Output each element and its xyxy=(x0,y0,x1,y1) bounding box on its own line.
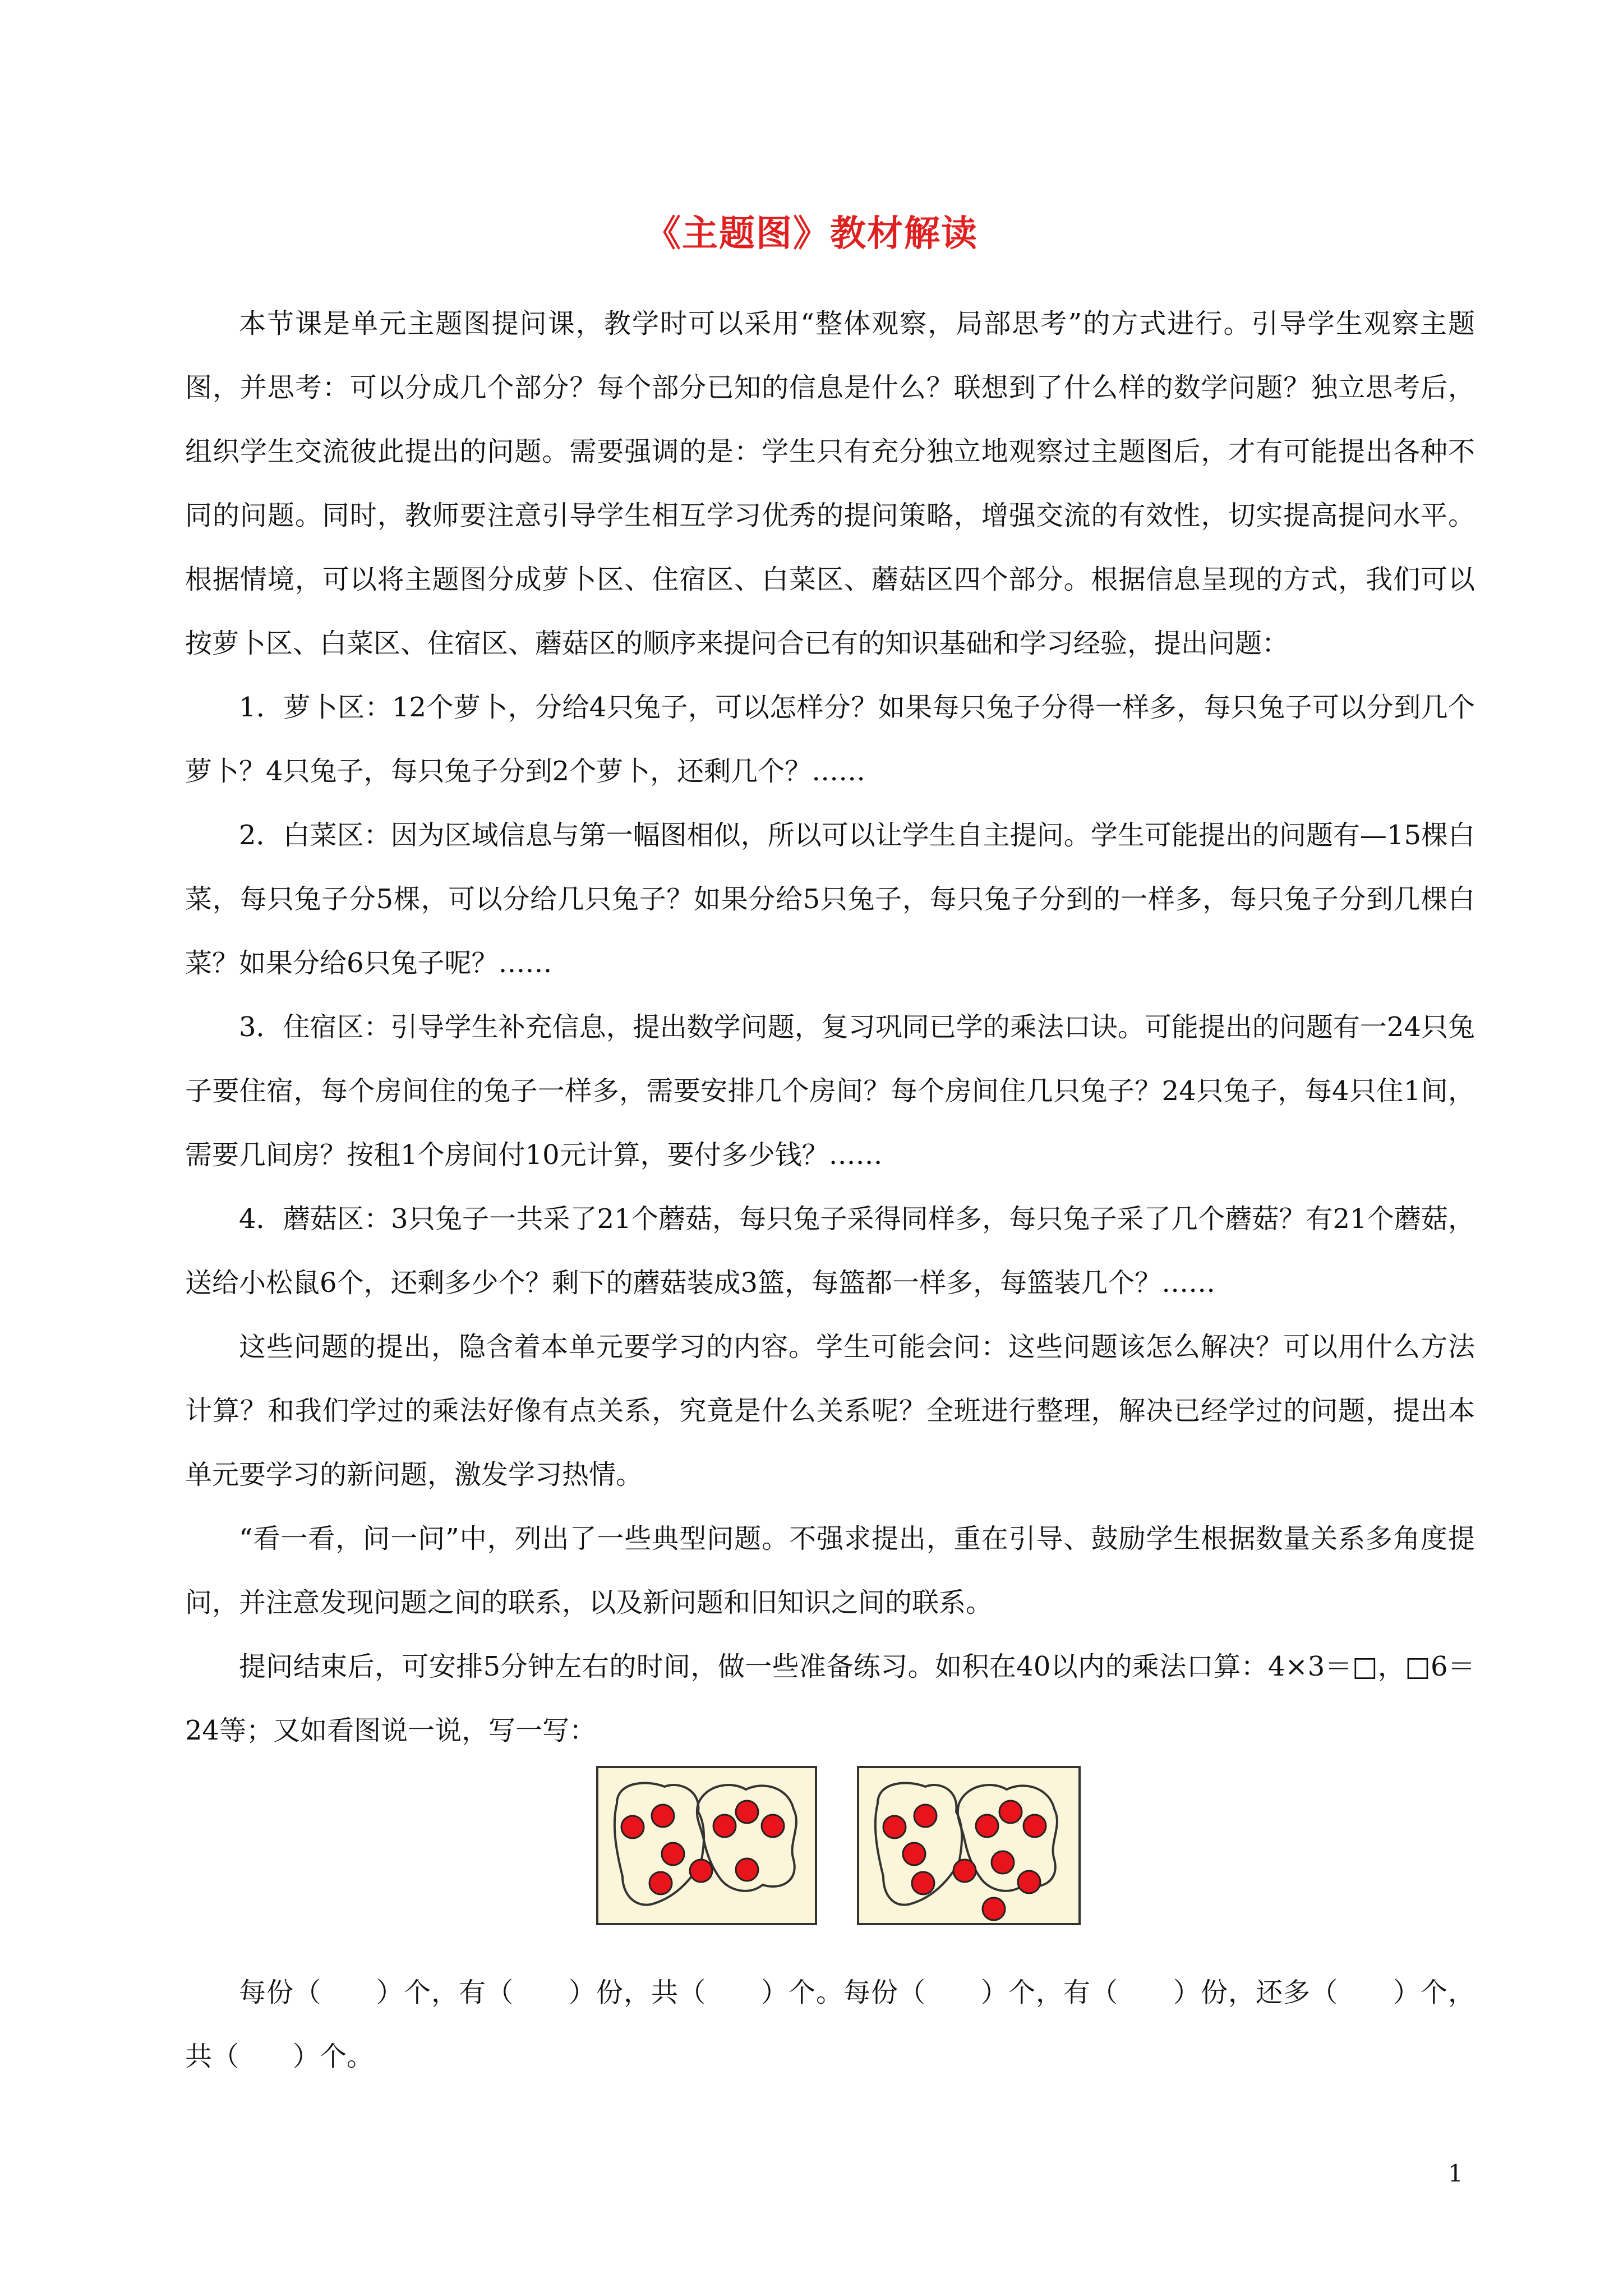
practice-paragraph: 提问结束后，可安排5分钟左右的时间，做一些准备练习。如积在40以内的乘法口算：4×3＝□，□6＝24等；又如看图说一说，写一写： xyxy=(185,1651,1475,1746)
dot xyxy=(903,1843,925,1865)
dot xyxy=(690,1860,712,1882)
dot xyxy=(976,1815,998,1837)
grouping-figure xyxy=(594,1764,1082,1927)
page-number: 1 xyxy=(1448,2160,1463,2187)
dot xyxy=(762,1815,784,1837)
dot xyxy=(914,1805,937,1827)
dot xyxy=(649,1872,672,1894)
dot xyxy=(736,1858,758,1881)
dot xyxy=(1023,1815,1046,1837)
dot xyxy=(621,1816,644,1838)
extra-dot xyxy=(983,1898,1005,1920)
dot xyxy=(999,1801,1022,1823)
dot xyxy=(953,1860,976,1882)
summary-paragraph: 这些问题的提出，隐含着本单元要学习的内容。学生可能会问：这些问题该怎么解决？可以用什么方法计算？和我们学过的乘法好像有点关系，究竟是什么关系呢？全班进行整理，解决已经学过的问题，提出本单元要学习的新问题，激发学习热情。 xyxy=(185,1331,1475,1490)
mushroom-area-paragraph: 4．蘑菇区：3只兔子一共采了21个蘑菇，每只兔子采得同样多，每只兔子采了几个蘑菇？有21个蘑菇，送给小松鼠6个，还剩多少个？剩下的蘑菇装成3篮，每篮都一样多，每篮装几个？…… xyxy=(185,1203,1475,1299)
fill-in-question: 每份（ ）个，有（ ）份，共（ ）个。每份（ ）个，有（ ）份，还多（ ）个，共（ ）个。 xyxy=(185,1977,1475,2072)
lodging-area-paragraph: 3．住宿区：引导学生补充信息，提出数学问题，复习巩同已学的乘法口诀。可能提出的问题有一24只兔子要住宿，每个房间住的兔子一样多，需要安排几个房间？每个房间住几只兔子？24只兔子，每4只住1间，需要几间房？按租1个房间付10元计算，要付多少钱？…… xyxy=(185,1011,1475,1171)
left-grouping-panel xyxy=(597,1767,816,1924)
body-text xyxy=(185,292,1475,1763)
dot xyxy=(736,1801,758,1823)
dot xyxy=(1018,1871,1040,1893)
look-ask-paragraph: “看一看，问一问”中，列出了一些典型问题。不强求提出，重在引导、鼓励学生根据数量关系多角度提问，并注意发现问题之间的联系，以及新问题和旧知识之间的联系。 xyxy=(185,1523,1475,1618)
dot xyxy=(883,1816,906,1838)
dot xyxy=(992,1851,1014,1874)
right-grouping-panel xyxy=(858,1767,1080,1924)
page-title: 《主题图》教材解读 xyxy=(645,213,978,255)
intro-paragraph: 本节课是单元主题图提问课，教学时可以采用“整体观察，局部思考”的方式进行。引导学生观察主题图，并思考：可以分成几个部分？每个部分已知的信息是什么？联想到了什么样的数学问题？独立思考后，组织学生交流彼此提出的问题。需要强调的是：学生只有充分独立地观察过主题图后，才有可能提出各种不同的问题。同时，教师要注意引导学生相互学习优秀的提问策略，增强交流的有效性，切实提高提问水平。根据情境，可以将主题图分成萝卜区、住宿区、白菜区、蘑菇区四个部分。根据信息呈现的方式，我们可以按萝卜区、白菜区、住宿区、蘑菇区的顺序来提问合已有的知识基础和学习经验，提出问题： xyxy=(185,308,1475,659)
radish-area-paragraph: 1．萝卜区：12个萝卜，分给4只兔子，可以怎样分？如果每只兔子分得一样多，每只兔子可以分到几个萝卜？4只兔子，每只兔子分到2个萝卜，还剩几个？…… xyxy=(185,692,1475,787)
dot xyxy=(662,1843,684,1865)
cabbage-area-paragraph: 2．白菜区：因为区域信息与第一幅图相似，所以可以让学生自主提问。学生可能提出的问题有—15棵白菜，每只兔子分5棵，可以分给几只兔子？如果分给5只兔子，每只兔子分到的一样多，每只兔子分到几棵白菜？如果分给6只兔子呢？…… xyxy=(185,820,1475,979)
dot xyxy=(652,1805,674,1827)
dot xyxy=(713,1815,736,1837)
dot xyxy=(912,1872,934,1894)
left-panel-frame xyxy=(597,1767,816,1924)
